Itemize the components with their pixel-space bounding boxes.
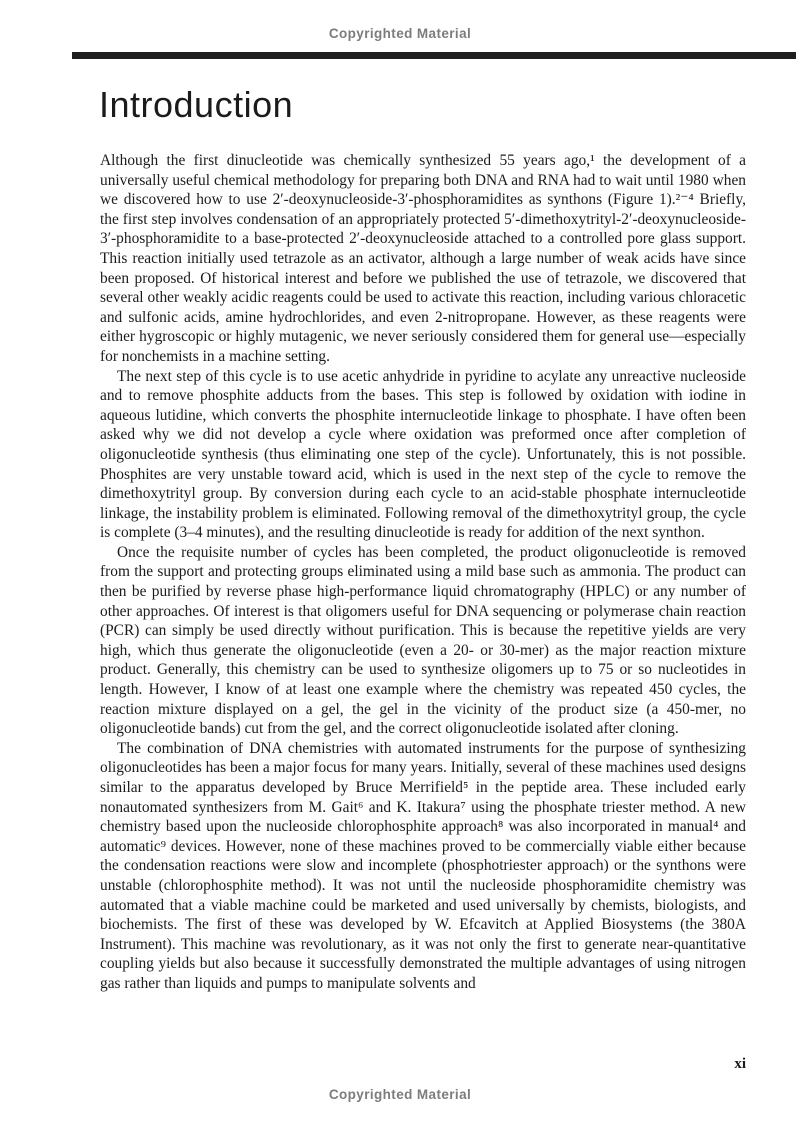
paragraph-4: The combination of DNA chemistries with automated instruments for the purpose of synthesizing oligonucleotides has been a major focus for many years. Initially, several of these machines used designs similar to the apparatus developed by Bruce Merrifield⁵ in the peptide area. These included early nonautomated synthesizers from M. Gait⁶ and K. Itakura⁷ using the phosphate triester method. A new chemistry based upon the nucleoside chlorophosphite approach⁸ was also incorporated in manual⁴ and automatic⁹ devices. However, none of these machines proved to be commercially viable either because the condensation reactions were slow and incomplete (phosphotriester approach) or the synthons were unstable (chlorophosphite method). It was not until the nucleoside phosphoramidite chemistry was automated that a viable machine could be marketed and used universally by chemists, biologists, and biochemists. The first of these was developed by W. Efcavitch at Applied Biosystems (the 380A Instrument). This machine was revolutionary, as it was not only the first to generate near-quantitative coupling yields but also because it successfully demonstrated the multiple advantages of using nitrogen gas rather than liquids and pumps to manipulate solvents and <box>100 739 746 992</box>
paragraph-2: The next step of this cycle is to use acetic anhydride in pyridine to acylate any unreactive nucleoside and to remove phosphite adducts from the bases. This step is followed by oxidation with iodine in aqueous lutidine, which converts the phosphite internucleotide linkage to phosphate. I have often been asked why we did not develop a cycle where oxidation was preformed once after completion of oligonucleotide synthesis (thus eliminating one step of the cycle). Unfortunately, this is not possible. Phosphites are very unstable toward acid, which is used in the next step of the cycle to remove the dimethoxytrityl group. By conversion during each cycle to an acid-stable phosphate internucleotide linkage, the instability problem is eliminated. Following removal of the dimethoxytrityl group, the cycle is complete (3–4 minutes), and the resulting dinucleotide is ready for addition of the next synthon. <box>100 367 746 542</box>
paragraph-1: Although the first dinucleotide was chemically synthesized 55 years ago,¹ the development of a universally useful chemical methodology for preparing both DNA and RNA had to wait until 1980 when we discovered how to use 2′-deoxynucleoside-3′-phosphoramidites as synthons (Figure 1).²⁻⁴ Briefly, the first step involves condensation of an appropriately protected 5′-dimethoxytrityl-2′-deoxynucleoside-3′-phosphoramidite to a base-protected 2′-deoxynucleoside attached to a controlled pore glass support. This reaction initially used tetrazole as an activator, although a large number of weak acids have since been proposed. Of historical interest and before we published the use of tetrazole, we discovered that several other weakly acidic reagents could be used to activate this reaction, including various chloracetic and sulfonic acids, amine hydrochlorides, and even 2-nitropropane. However, as these reagents were either hygroscopic or highly mutagenic, we never seriously considered them for general use—especially for nonchemists in a machine setting. <box>100 152 746 365</box>
copyright-footer-notice: Copyrighted Material <box>328 1087 472 1102</box>
copyright-header-notice: Copyrighted Material <box>328 26 472 41</box>
paragraph-3: Once the requisite number of cycles has been completed, the product oligonucleotide is removed from the support and protecting groups eliminated using a mild base such as ammonia. The product can then be purified by reverse phase high-performance liquid chromatography (HPLC) or any number of other approaches. Of interest is that oligomers useful for DNA sequencing or polymerase chain reaction (PCR) can simply be used directly without purification. This is because the repetitive yields are very high, which thus generate the oligonucleotide (even a 20- or 30-mer) as the major reaction mixture product. Generally, this chemistry can be used to synthesize oligomers up to 75 or so nucleotides in length. However, I know of at least one example where the chemistry was repeated 450 cycles, the reaction mixture displayed on a gel, the gel in the vicinity of the product size (a 450-mer, no oligonucleotide bands) cut from the gel, and the correct oligonucleotide isolated after cloning. <box>100 543 746 738</box>
page-title: Introduction <box>99 84 294 125</box>
header-rule <box>72 52 796 59</box>
body-text <box>100 151 746 994</box>
page-number: xi <box>734 1056 746 1072</box>
